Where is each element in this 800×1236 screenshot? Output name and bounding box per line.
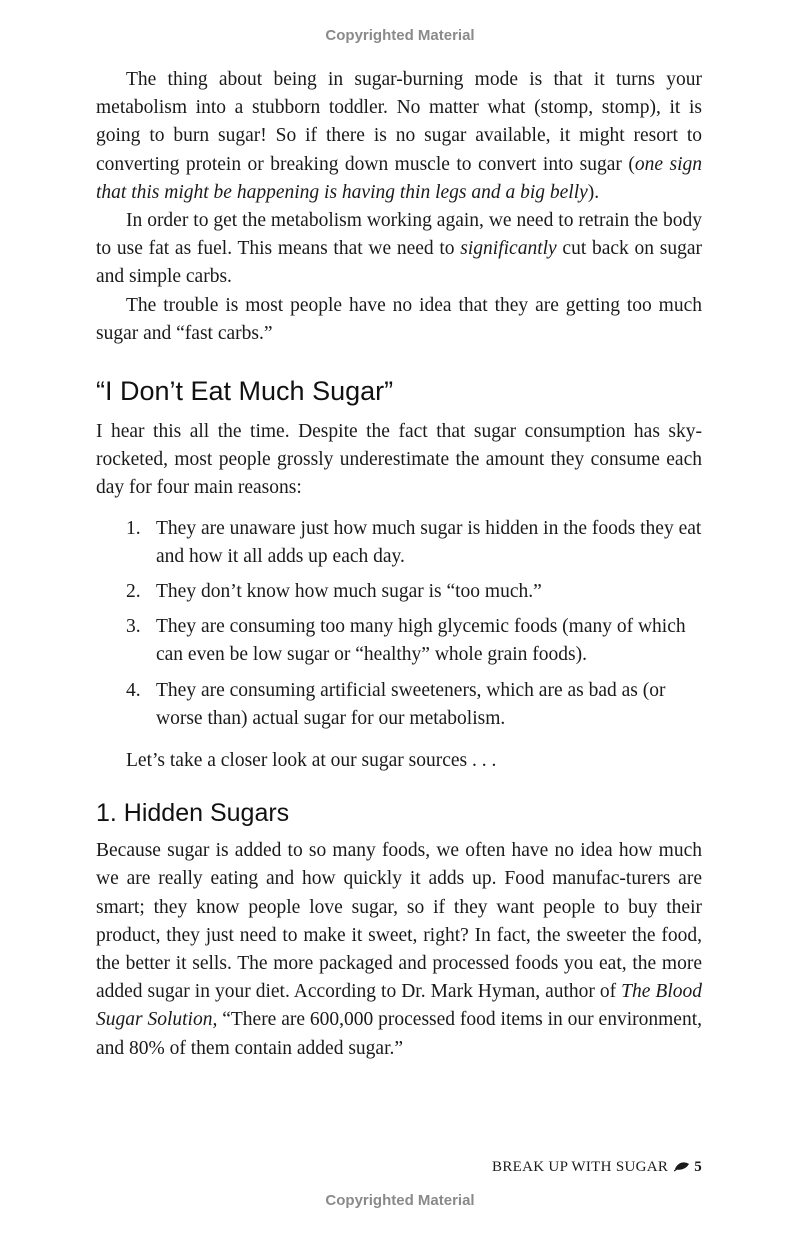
list-item-text: They don’t know how much sugar is “too much.” <box>156 581 542 603</box>
paragraph-text-end: cut back on sugar and simple carbs. <box>96 238 702 288</box>
closer-paragraph: Let’s take a closer look at our sugar sources . . . <box>126 750 497 772</box>
section-intro: I hear this all the time. Despite the fact that sugar consumption has sky-rocketed, most people grossly underestimate the amount they consume each day for four main reasons: <box>96 421 702 499</box>
paragraph-text: The thing about being in sugar-burning mode is that it turns your metabolism into a stubborn toddler. No matter what (stomp, stomp), it is going to burn sugar! So if there is no sugar available, it might resort to converting protein or breaking down muscle to convert into sugar ( <box>96 69 702 175</box>
copyright-watermark-top: Copyrighted Material <box>325 27 475 44</box>
section-heading-dont-eat-sugar: “I Don’t Eat Much Sugar” <box>96 376 394 407</box>
running-head: BREAK UP WITH SUGAR <box>492 1159 669 1175</box>
paragraph-trouble: The trouble is most people have no idea that they are getting too much sugar and “fast carbs.” <box>96 294 702 344</box>
list-number: 3. <box>126 616 141 638</box>
page-number: 5 <box>694 1159 702 1175</box>
list-item <box>96 677 702 733</box>
page-body <box>96 66 702 1063</box>
list-number: 2. <box>126 581 141 603</box>
list-item <box>96 613 702 669</box>
running-footer <box>492 1159 702 1176</box>
list-item-text: They are consuming artificial sweeteners, which are as bad as (or worse than) actual sugar for our metabolism. <box>156 679 666 729</box>
list-number: 1. <box>126 517 141 539</box>
copyright-watermark-bottom: Copyrighted Material <box>325 1192 475 1209</box>
reasons-list <box>96 515 702 733</box>
paragraph-text: Because sugar is added to so many foods, we often have no idea how much we are really eating and how quickly it adds up. Food manufac-turers are smart; they know people love sugar, so if they want people to buy their product, they just need to make it sweet, right? In fact, the sweeter the food, the better it sells. The more packaged and processed foods you eat, the more added sugar in your diet. According to Dr. Mark Hyman, author of <box>96 840 702 1003</box>
paragraph-retrain <box>96 207 702 292</box>
list-item-text: They are unaware just how much sugar is hidden in the foods they eat and how it all adds up each day. <box>156 517 702 567</box>
leaf-icon <box>674 1160 690 1172</box>
paragraph-text-end: “There are 600,000 processed food items in our environment, and 80% of them contain added sugar.” <box>96 1009 702 1059</box>
list-item-text: They are consuming too many high glycemic foods (many of which can even be low sugar or “healthy” whole grain foods). <box>156 616 686 666</box>
paragraph-text: In order to get the metabolism working again, we need to retrain the body to use fat as fuel. This means that we need to <box>96 210 702 260</box>
paragraph-hidden-sugars <box>96 837 702 1063</box>
paragraph-text-end: ). <box>587 181 600 203</box>
paragraph-sugar-burning <box>96 66 702 207</box>
italic-text: significantly <box>460 238 557 260</box>
list-number: 4. <box>126 679 141 701</box>
list-item <box>96 578 702 606</box>
list-item <box>96 515 702 571</box>
section-heading-hidden-sugars: 1. Hidden Sugars <box>96 799 290 828</box>
book-title-italic: The Blood Sugar Solution, <box>96 981 702 1031</box>
italic-text: one sign that this might be happening is having thin legs and a big belly <box>96 153 702 203</box>
